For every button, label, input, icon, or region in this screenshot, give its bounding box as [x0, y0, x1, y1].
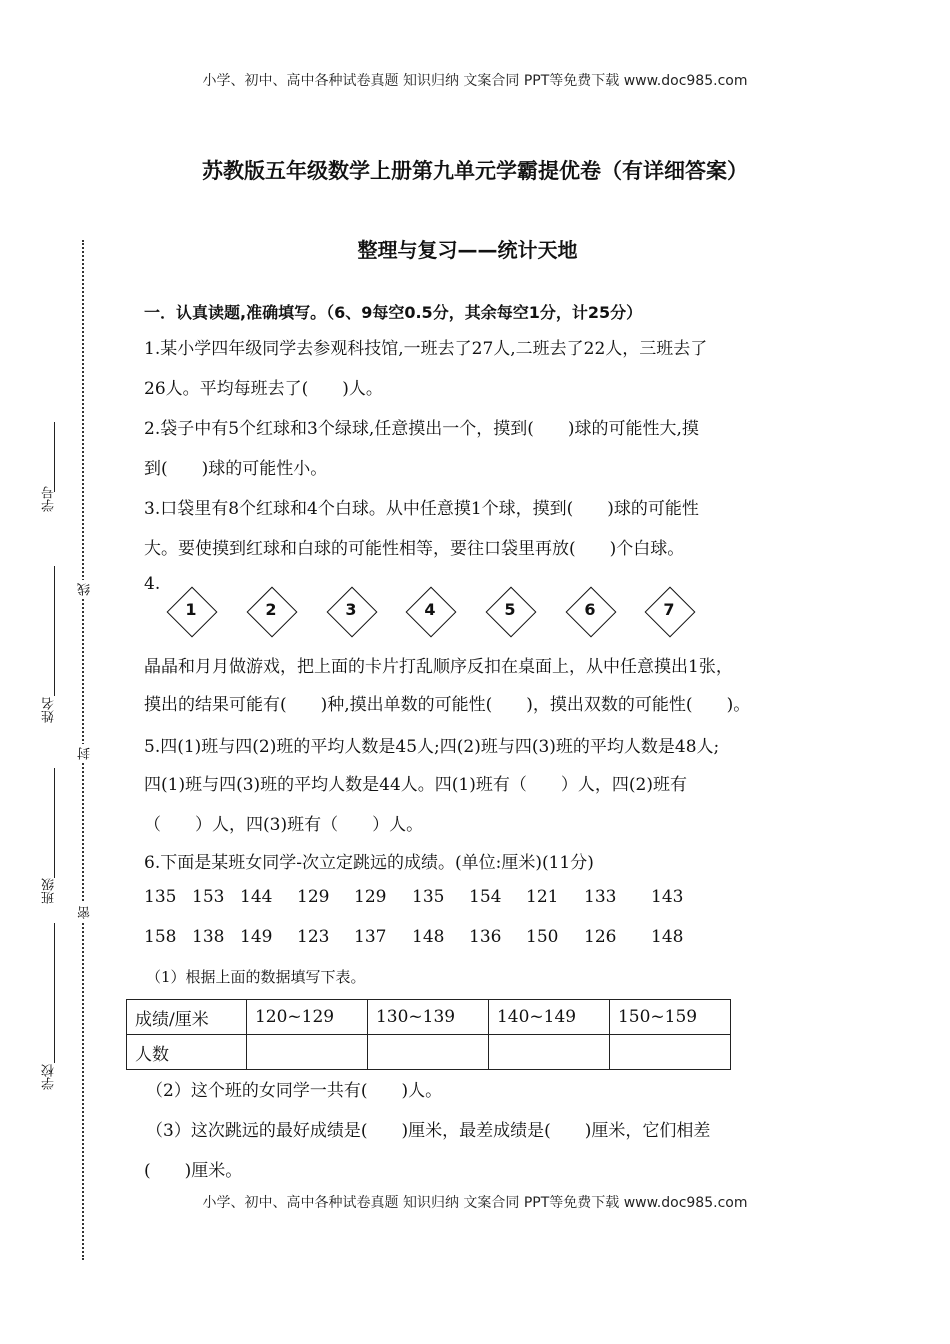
question-6-sub-2: （2）这个班的女同学一共有( )人。	[146, 1081, 443, 1101]
data-value: 123	[297, 927, 330, 947]
page-footer: 小学、初中、高中各种试卷真题 知识归纳 文案合同 PPT等免费下载 www.doc985.com	[202, 1195, 748, 1211]
table-header-cell: 130~139	[367, 1000, 488, 1035]
student-id-blank	[54, 422, 55, 492]
question-5-line-1: 5.四(1)班与四(2)班的平均人数是45人;四(2)班与四(3)班的平均人数是48人;	[144, 737, 720, 757]
name-blank	[54, 566, 55, 696]
data-value: 144	[240, 887, 273, 907]
school-label: 学校	[42, 1064, 57, 1090]
page-subtitle: 整理与复习——统计天地	[357, 238, 578, 262]
margin-mark-secret: 密	[76, 903, 95, 922]
card-label: 3	[345, 600, 357, 619]
school-blank	[54, 923, 55, 1063]
question-2-line-1: 2.袋子中有5个红球和3个绿球,任意摸出一个，摸到( )球的可能性大,摸	[144, 419, 699, 439]
question-3-line-1: 3.口袋里有8个红球和4个白球。从中任意摸1个球，摸到( )球的可能性	[144, 499, 699, 519]
data-value: 148	[412, 927, 445, 947]
data-value: 121	[526, 887, 559, 907]
student-id-label: 学号	[42, 486, 57, 512]
card-label: 1	[185, 600, 197, 619]
data-value: 149	[240, 927, 273, 947]
section-heading: 一．认真读题,准确填写。（6、9每空0.5分，其余每空1分，计25分）	[144, 303, 643, 322]
class-label: 班级	[42, 878, 57, 904]
answer-cell[interactable]	[488, 1035, 609, 1070]
class-blank	[54, 768, 55, 878]
data-value: 158	[144, 927, 177, 947]
data-value: 135	[412, 887, 445, 907]
question-6-sub-3-line-2: ( )厘米。	[144, 1161, 243, 1181]
question-6-sub-1: （1）根据上面的数据填写下表。	[146, 968, 366, 986]
data-value: 135	[144, 887, 177, 907]
card-label: 7	[663, 600, 675, 619]
data-value: 153	[192, 887, 225, 907]
data-value: 154	[469, 887, 502, 907]
card-label: 5	[504, 600, 516, 619]
page-title: 苏教版五年级数学上册第九单元学霸提优卷（有详细答案）	[202, 159, 748, 183]
table-header-cell: 120~129	[246, 1000, 367, 1035]
data-value: 150	[526, 927, 559, 947]
question-6-intro: 6.下面是某班女同学-次立定跳远的成绩。(单位:厘米)(11分)	[144, 853, 594, 873]
question-1-line-1: 1.某小学四年级同学去参观科技馆,一班去了27人,二班去了22人，三班去了	[144, 339, 708, 359]
answer-cell[interactable]	[246, 1035, 367, 1070]
question-1-line-2: 26人。平均每班去了( )人。	[144, 379, 383, 399]
table-header-cell: 成绩/厘米	[127, 1000, 247, 1035]
table-header-row	[127, 1000, 731, 1035]
card-label: 2	[265, 600, 277, 619]
data-value: 126	[584, 927, 617, 947]
question-5-line-3: （ ）人，四(3)班有（ ）人。	[144, 815, 424, 835]
data-value: 133	[584, 887, 617, 907]
question-4-number: 4.	[144, 574, 161, 594]
data-value: 129	[297, 887, 330, 907]
data-value: 136	[469, 927, 502, 947]
question-4-line-2: 摸出的结果可能有( )种,摸出单数的可能性( )，摸出双数的可能性( )。	[144, 695, 751, 715]
table-row-label: 人数	[127, 1035, 247, 1070]
answer-cell[interactable]	[367, 1035, 488, 1070]
data-value: 143	[651, 887, 684, 907]
data-value: 138	[192, 927, 225, 947]
question-3-line-2: 大。要使摸到红球和白球的可能性相等，要往口袋里再放( )个白球。	[144, 539, 685, 559]
data-value: 137	[354, 927, 387, 947]
card-label: 4	[424, 600, 436, 619]
data-value: 148	[651, 927, 684, 947]
card-label: 6	[584, 600, 596, 619]
data-value: 129	[354, 887, 387, 907]
score-table	[126, 999, 731, 1070]
question-2-line-2: 到( )球的可能性小。	[144, 459, 328, 479]
answer-cell[interactable]	[609, 1035, 730, 1070]
margin-mark-line: 线	[76, 580, 95, 599]
question-5-line-2: 四(1)班与四(3)班的平均人数是44人。四(1)班有（ ）人，四(2)班有	[144, 775, 687, 795]
table-header-cell: 140~149	[488, 1000, 609, 1035]
margin-mark-seal: 封	[76, 744, 95, 763]
question-4-line-1: 晶晶和月月做游戏，把上面的卡片打乱顺序反扣在桌面上，从中任意摸出1张，	[144, 657, 733, 677]
table-row	[127, 1035, 731, 1070]
question-6-sub-3-line-1: （3）这次跳远的最好成绩是( )厘米，最差成绩是( )厘米，它们相差	[146, 1121, 711, 1141]
page-header: 小学、初中、高中各种试卷真题 知识归纳 文案合同 PPT等免费下载 www.doc985.com	[202, 73, 748, 89]
table-header-cell: 150~159	[609, 1000, 730, 1035]
name-label: 姓名	[42, 697, 57, 723]
